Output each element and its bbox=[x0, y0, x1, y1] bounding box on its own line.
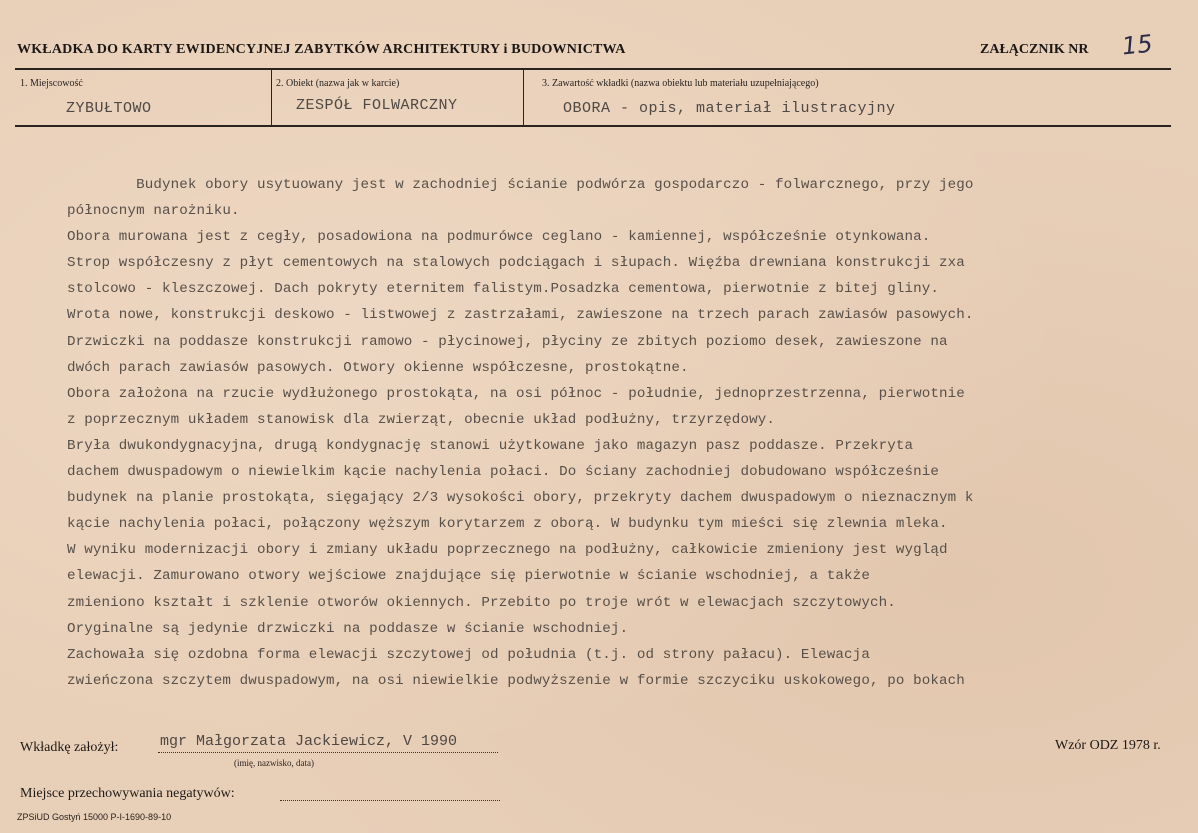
negatives-label: Miejsce przechowywania negatywów: bbox=[20, 786, 235, 801]
locality-label: 1. Miejscowość bbox=[20, 78, 83, 89]
attachment-number: 15 bbox=[1120, 29, 1154, 61]
description-line: Bryła dwukondygnacyjna, drugą kondygnację stanowi użytkowane jako magazyn pasz poddasze. Przekryta bbox=[67, 437, 914, 454]
field-divider-1 bbox=[271, 69, 272, 125]
description-line: Drzwiczki na poddasze konstrukcji ramowo - płycinowej, płyciny ze zbitych poziomo desek, zawieszone na bbox=[67, 333, 948, 350]
description-line: Obora założona na rzucie wydłużonego prostokąta, na osi północ - południe, jednoprzestrzenna, pierwotnie bbox=[67, 385, 965, 402]
description-line: Wrota nowe, konstrukcji deskowo - listwowej z zastrzałami, zawieszone na trzech parach zawiasów pasowych. bbox=[67, 307, 974, 324]
founder-hint: (imię, nazwisko, data) bbox=[234, 758, 314, 768]
header-bottom-rule bbox=[15, 125, 1171, 127]
description-line: zwieńczona szczytem dwuspadowym, na osi niewielkie podwyższenie w formie szczyciku uskokowego, po bokach bbox=[67, 672, 965, 689]
description-line: kącie nachylenia połaci, połączony węższym korytarzem z oborą. W budynku tym mieści się zlewnia mleka. bbox=[67, 516, 948, 533]
attachment-label: ZAŁĄCZNIK NR bbox=[980, 42, 1089, 57]
description-line: dwóch parach zawiasów pasowych. Otwory okienne współczesne, prostokątne. bbox=[67, 359, 689, 376]
description-line: Oryginalne są jedynie drzwiczki na poddasze w ścianie wschodniej. bbox=[67, 620, 629, 637]
description-line: północnym narożniku. bbox=[67, 203, 240, 220]
object-value: ZESPÓŁ FOLWARCZNY bbox=[296, 97, 458, 114]
founder-value: mgr Małgorzata Jackiewicz, V 1990 bbox=[160, 733, 458, 750]
card-title: WKŁADKA DO KARTY EWIDENCYJNEJ ZABYTKÓW ARCHITEKTURY i BUDOWNICTWA bbox=[17, 42, 626, 57]
description-line: dachem dwuspadowym o niewielkim kącie nachylenia połaci. Do ściany zachodniej dobudowano współcześnie bbox=[67, 464, 940, 481]
description-line: Strop współczesny z płyt cementowych na stalowych podciągach i słupach. Więźba drewniana konstrukcji zxa bbox=[67, 255, 965, 272]
description-line: z poprzecznym układem stanowisk dla zwierząt, obecnie układ podłużny, trzyrzędowy. bbox=[67, 411, 775, 428]
description-line: stolcowo - kleszczowej. Dach pokryty eternitem falistym.Posadzka cementowa, pierwotnie z bitej gliny. bbox=[67, 281, 940, 298]
founder-label: Wkładkę założył: bbox=[20, 740, 119, 755]
object-label: 2. Obiekt (nazwa jak w karcie) bbox=[276, 78, 400, 89]
description-text bbox=[67, 172, 1167, 694]
description-line: zmieniono kształt i szklenie otworów okiennych. Przebito po troje wrót w elewacjach szczytowych. bbox=[67, 594, 896, 611]
description-line: elewacji. Zamurowano otwory wejściowe znajdujące się pierwotnie w ścianie wschodniej, a także bbox=[67, 568, 870, 585]
founder-line bbox=[158, 752, 498, 753]
description-line: budynek na planie prostokąta, sięgający 2/3 wysokości obory, przekryty dachem dwuspadowym o nieznacznym k bbox=[67, 490, 974, 507]
description-line: Zachowała się ozdobna forma elewacji szczytowej od południa (t.j. od strony pałacu). Elewacja bbox=[67, 646, 870, 663]
form-pattern: Wzór ODZ 1978 r. bbox=[1055, 738, 1161, 753]
locality-value: ZYBUŁTOWO bbox=[66, 100, 152, 117]
description-line: W wyniku modernizacji obory i zmiany układu poprzecznego na podłużny, całkowicie zmieniony jest wygląd bbox=[67, 542, 948, 559]
negatives-line bbox=[280, 800, 500, 801]
header-top-rule bbox=[15, 68, 1171, 70]
printer-mark: ZPSiUD Gostyń 15000 P-I-1690-89-10 bbox=[17, 812, 172, 822]
contents-value: OBORA - opis, materiał ilustracyjny bbox=[563, 100, 896, 117]
contents-label: 3. Zawartość wkładki (nazwa obiektu lub materiału uzupełniającego) bbox=[542, 78, 819, 89]
field-divider-2 bbox=[523, 69, 524, 125]
description-line: Obora murowana jest z cegły, posadowiona na podmurówce ceglano - kamiennej, współcześnie otynkowana. bbox=[67, 229, 931, 246]
description-line: Budynek obory usytuowany jest w zachodniej ścianie podwórza gospodarczo - folwarcznego, przy jego bbox=[67, 177, 974, 193]
